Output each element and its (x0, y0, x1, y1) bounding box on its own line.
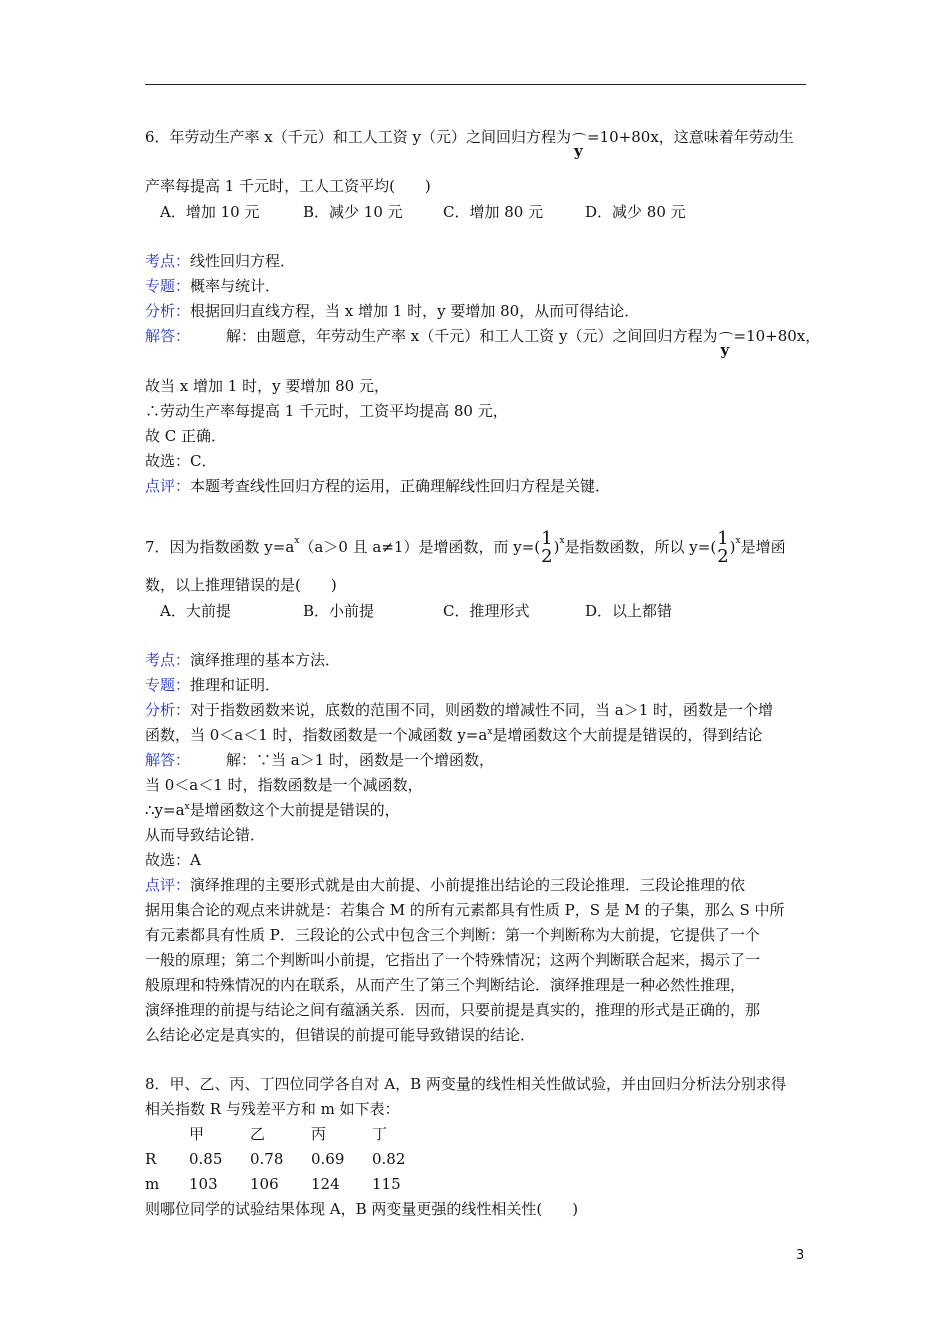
q8-stem-line2: 相关指数 R 与残差平方和 m 如下表： (145, 1100, 400, 1118)
q7-jieda: 解答： 解：∵当 a＞1 时，函数是一个增函数， (145, 751, 495, 769)
table-cell: 0.85 (189, 1150, 223, 1168)
q6-solution-line: 故 C 正确． (145, 427, 227, 445)
table-cell: 0.69 (311, 1150, 345, 1168)
q6-option-c: C．增加 80 元 (443, 203, 544, 221)
y-hat-symbol: y (718, 326, 734, 346)
table-header-cell: 乙 (250, 1125, 266, 1143)
q7-option-c: C．推理形式 (443, 602, 530, 620)
table-cell: 0.78 (250, 1150, 284, 1168)
q7-stem-line2: 数，以上推理错误的是( ) (145, 576, 337, 594)
q8-stem-line1: 8．甲、乙、丙、丁四位同学各自对 A，B 两变量的线性相关性做试验，并由回归分析法分别求得 (145, 1075, 786, 1093)
q7-dianping-cont: 演绎推理的前提与结论之间有蕴涵关系．因而，只要前提是真实的，推理的形式是正确的，那 (145, 1001, 761, 1019)
table-row-label: m (145, 1175, 160, 1193)
q7-option-b: B．小前提 (303, 602, 375, 620)
q6-jieda: 解答： 解：由题意，年劳动生产率 x（千元）和工人工资 y（元）之间回归方程为 y =10+80x， (145, 327, 821, 359)
table-header-cell: 甲 (189, 1125, 205, 1143)
table-header-cell: 丙 (311, 1125, 327, 1143)
q7-kaodian: 考点：演绎推理的基本方法． (145, 651, 341, 669)
q7-solution-line: 当 0＜a＜1 时，指数函数是一个减函数， (145, 776, 423, 794)
q7-solution-line: 从而导致结论错． (145, 826, 266, 844)
q7-dianping-cont: 么结论必定是真实的，但错误的前提可能导致错误的结论． (145, 1026, 536, 1044)
table-cell: 124 (311, 1175, 340, 1193)
y-hat-symbol: y (571, 127, 587, 147)
table-cell: 103 (189, 1175, 218, 1193)
q6-solution-line: 故选：C． (145, 452, 217, 470)
q7-solution-line: $\therefore y=a^x$是增函数这个大前提是错误的， (145, 801, 400, 819)
fraction-one-half: 1 2 (717, 528, 729, 567)
q6-zhuanti: 专题：概率与统计． (145, 277, 281, 295)
q6-option-b: B．减少 10 元 (303, 203, 403, 221)
q6-stem-line2: 产率每提高 1 千元时，工人工资平均( ) (145, 177, 431, 195)
table-cell: 0.82 (372, 1150, 406, 1168)
q7-zhuanti: 专题：推理和证明． (145, 676, 281, 694)
q6-stem-line1: 6．年劳动生产率 x（千元）和工人工资 y（元）之间回归方程为 y =10+80x，这意味着年劳动生 (145, 128, 794, 160)
q7-fenxi-cont: 函数，当 0＜a＜1 时，指数函数是一个减函数 $y=a^x$是增函数这个大前提是错误的，得到结论 (145, 726, 763, 744)
page-number: 3 (796, 1248, 805, 1263)
q6-fenxi: 分析：根据回归直线方程，当 x 增加 1 时，y 要增加 80，从而可得结论． (145, 302, 640, 320)
table-cell: 106 (250, 1175, 279, 1193)
q7-option-d: D．以上都错 (585, 602, 673, 620)
q7-dianping-cont: 据用集合论的观点来讲就是：若集合 M 的所有元素都具有性质 P，S 是 M 的子集，那么 S 中所 (145, 901, 785, 919)
header-rule (145, 84, 806, 85)
fraction-one-half: 1 2 (541, 528, 553, 567)
q6-option-d: D．减少 80 元 (585, 203, 686, 221)
table-header-cell: 丁 (372, 1125, 388, 1143)
q6-option-a: A．增加 10 元 (160, 203, 260, 221)
q7-dianping-cont: 般原理和特殊情况的内在联系，从而产生了第三个判断结论．演绎推理是一种必然性推理， (145, 976, 746, 994)
q7-dianping-cont: 一般的原理；第二个判断叫小前提，它指出了一个特殊情况；这两个判断联合起来，揭示了一 (145, 951, 761, 969)
q8-stem-line3: 则哪位同学的试验结果体现 A，B 两变量更强的线性相关性( ) (145, 1200, 579, 1218)
table-cell: 115 (372, 1175, 401, 1193)
q6-solution-line: ∴劳动生产率每提高 1 千元时，工资平均提高 80 元， (145, 402, 508, 420)
table-row-label: R (145, 1150, 157, 1168)
q6-kaodian: 考点：线性回归方程． (145, 252, 296, 270)
q7-fenxi: 分析：对于指数函数来说，底数的范围不同，则函数的增减性不同，当 a＞1 时，函数是一个增 (145, 701, 774, 719)
q6-dianping: 点评：本题考查线性回归方程的运用，正确理解线性回归方程是关键． (145, 477, 611, 495)
q6-solution-line: 故当 x 增加 1 时，y 要增加 80 元， (145, 377, 389, 395)
q7-option-a: A．大前提 (160, 602, 231, 620)
q7-dianping: 点评：演绎推理的主要形式就是由大前提、小前提推出结论的三段论推理．三段论推理的依 (145, 876, 746, 894)
q7-stem-line1: 7．因为指数函数 $y=a^x(a>0$ 且 a≠1）是增函数，而 y=( 1 2 )$^x$是指数函数，所以 y=( 1 2 )$^x$是增函 (145, 528, 786, 567)
q7-solution-line: 故选：A (145, 851, 201, 869)
q7-dianping-cont: 有元素都具有性质 P．三段论的公式中包含三个判断：第一个判断称为大前提，它提供了一个 (145, 926, 760, 944)
